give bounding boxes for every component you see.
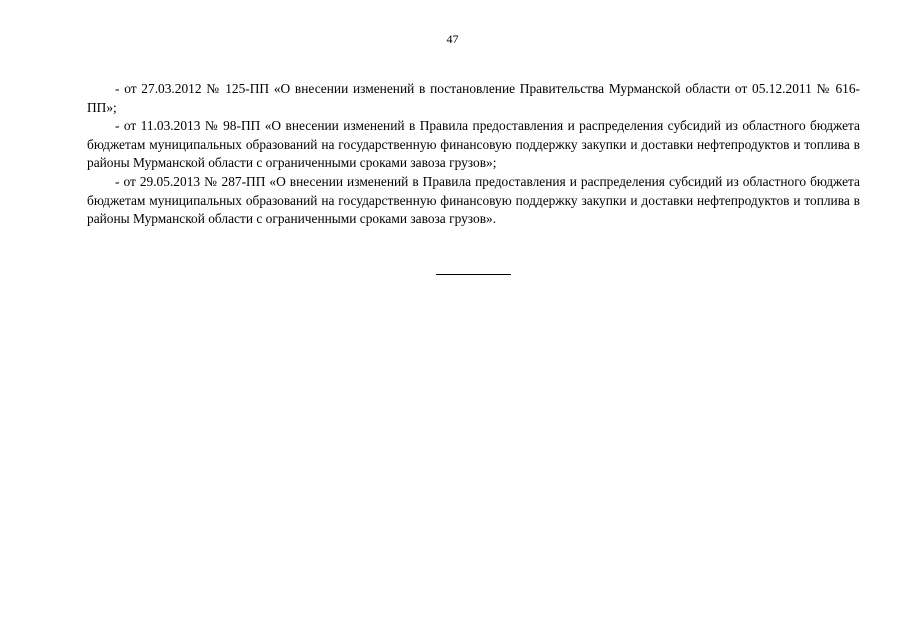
list-item-resolution-287-pp: - от 29.05.2013 № 287-ПП «О внесении изменений в Правила предоставления и распределения субсидий из областного бюджета бюджетам муниципальных образований на государственную финансовую поддержку закупки и доставки нефтепродуктов и топлива в районы Мурманской области с ограниченными сроками завоза грузов». (87, 173, 860, 227)
page-number: 47 (446, 32, 459, 46)
list-item-resolution-125-pp: - от 27.03.2012 № 125-ПП «О внесении изменений в постановление Правительства Мурманской области от 05.12.2011 № 616-ПП»; (87, 81, 860, 115)
list-item-resolution-98-pp: - от 11.03.2013 № 98-ПП «О внесении изменений в Правила предоставления и распределения субсидий из областного бюджета бюджетам муниципальных образований на государственную финансовую поддержку закупки и доставки нефтепродуктов и топлива в районы Мурманской области с ограниченными сроками завоза грузов»; (87, 118, 860, 171)
end-of-text-divider (436, 274, 511, 275)
document-body (87, 80, 860, 229)
